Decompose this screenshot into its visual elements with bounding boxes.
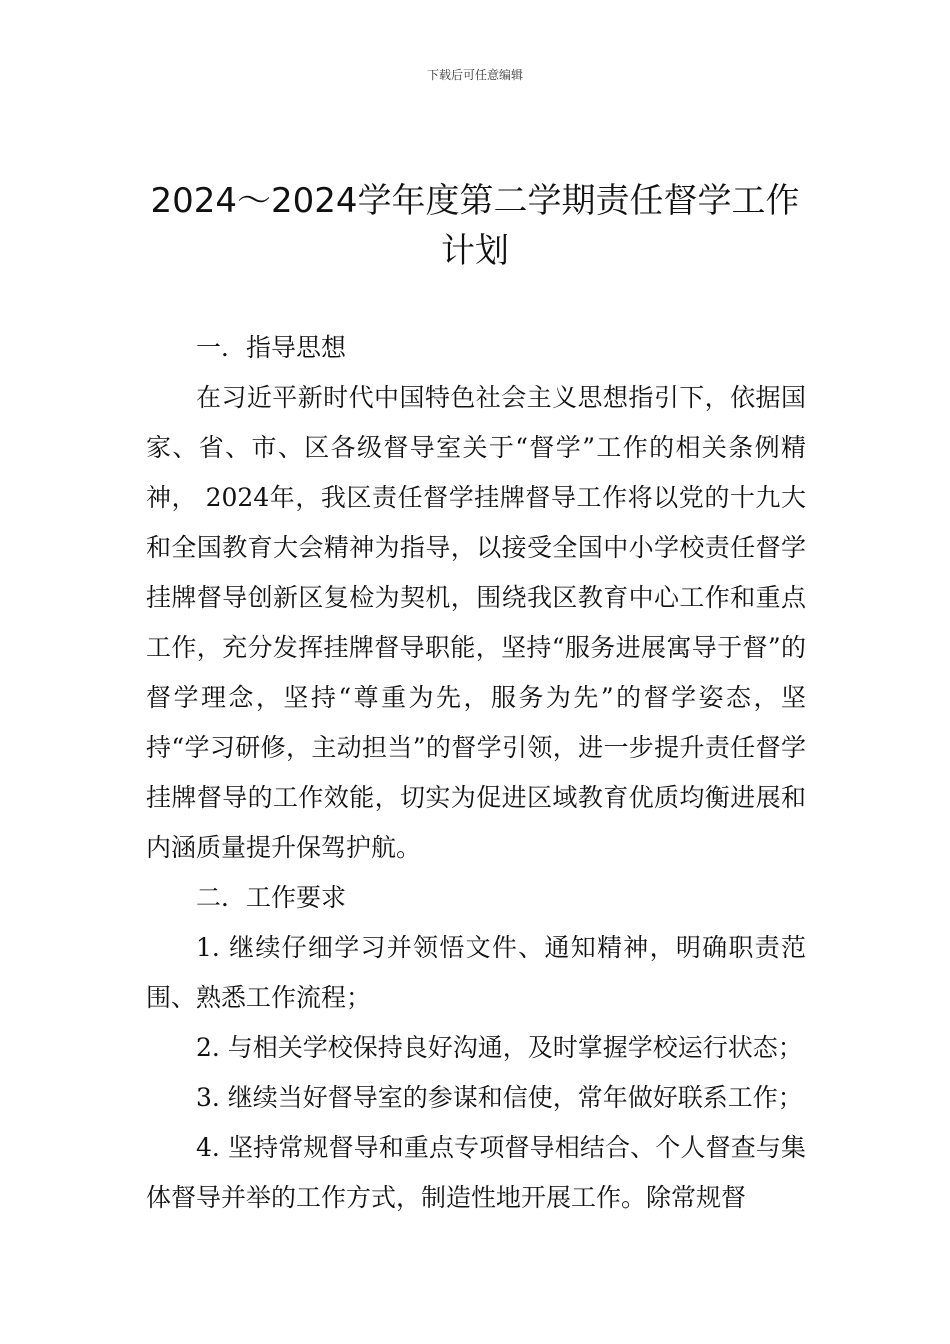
list-item-1: 1. 继续仔细学习并领悟文件、通知精神，明确职责范围、熟悉工作流程； <box>146 933 806 1012</box>
list-item-4: 4. 坚持常规督导和重点专项督导相结合、个人督查与集体督导并举的工作方式，制造性地开展工作。除常规督 <box>146 1133 806 1212</box>
title-line-1: 2024～2024学年度第二学期责任督学工作 <box>150 181 800 221</box>
section-heading-guiding-ideology: 一．指导思想 <box>196 333 347 362</box>
document-title <box>120 176 830 276</box>
header-note: 下载后可任意编辑 <box>426 68 523 82</box>
title-line-2: 计划 <box>441 231 509 271</box>
section-heading-work-requirements: 二．工作要求 <box>196 883 347 912</box>
document-body <box>146 323 806 1223</box>
list-item-2: 2. 与相关学校保持良好沟通，及时掌握学校运行状态； <box>196 1033 803 1062</box>
paragraph-guiding-ideology: 在习近平新时代中国特色社会主义思想指引下，依据国家、省、市、区各级督导室关于“督学”工作的相关条例精神， 2024年，我区责任督学挂牌督导工作将以党的十九大和全国教育大会精神为指导，以接受全国中小学校责任督学挂牌督导创新区复检为契机，围绕我区教育中心工作和重点工作，充分发挥挂牌督导职能，坚持“服务进展寓导于督”的督学理念，坚持“尊重为先，服务为先”的督学姿态，坚持“学习研修，主动担当”的督学引领，进一步提升责任督学挂牌督导的工作效能，切实为促进区域教育优质均衡进展和内涵质量提升保驾护航。 <box>146 383 806 862</box>
list-item-3: 3. 继续当好督导室的参谋和信使，常年做好联系工作； <box>196 1083 803 1112</box>
